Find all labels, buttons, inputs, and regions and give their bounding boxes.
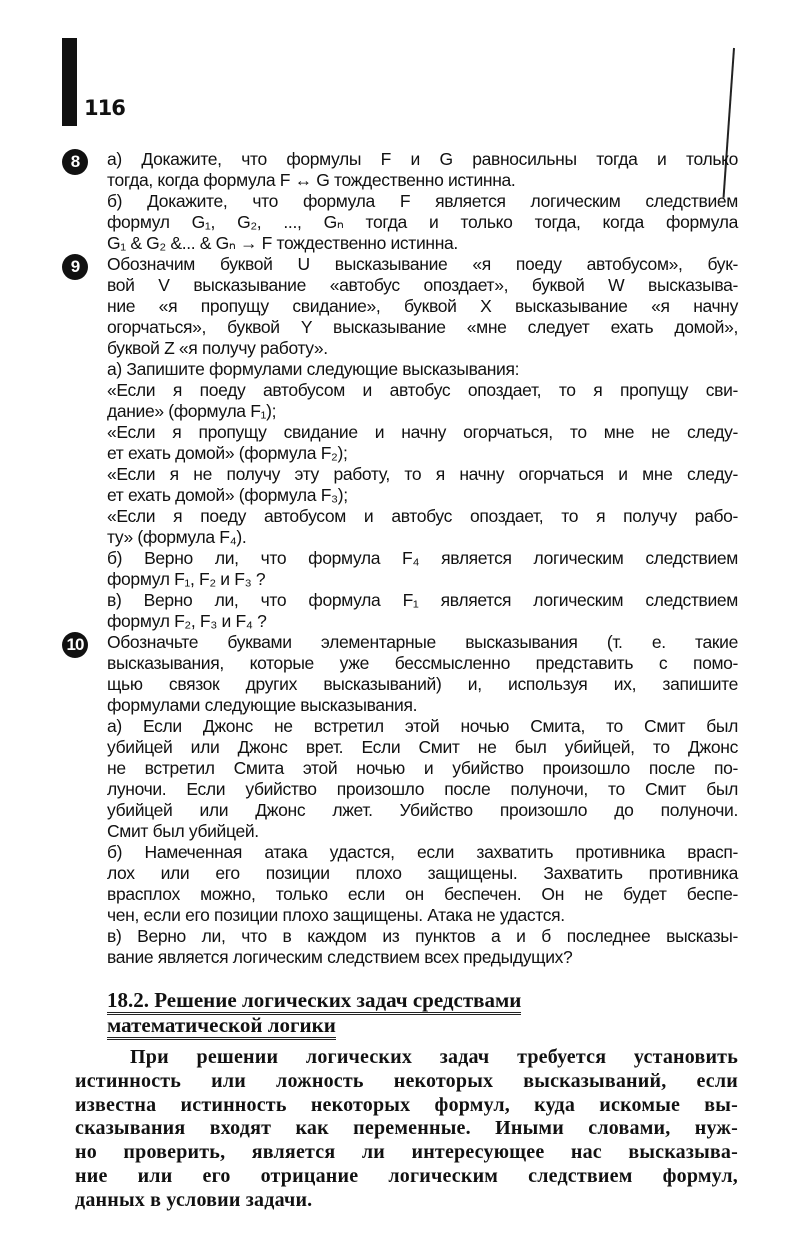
exercise-text-line: в) Верно ли, что формула F₁ является логическим следствием <box>107 590 738 610</box>
section-heading-line: математической логики <box>107 1013 336 1040</box>
exercise-text-line: ет ехать домой» (формула F₂); <box>107 443 348 463</box>
exercise-number-badge: 8 <box>62 149 88 175</box>
section-body-line: ние или его отрицание логическим следствием формул, <box>75 1165 738 1187</box>
exercise-text-line: чен, если его позиции плохо защищены. Атака не удастся. <box>107 905 565 925</box>
exercise-text-line: б) Намеченная атака удастся, если захватить противника врасп- <box>107 842 738 862</box>
section-heading-line: 18.2. Решение логических задач средствами <box>107 988 521 1015</box>
section-body-line: сказывания входят как переменные. Иными словами, нуж- <box>75 1117 738 1140</box>
exercise-text-line: врасплох можно, только если он беспечен. Он не будет беспе- <box>107 884 738 904</box>
exercise-text-line: вание является логическим следствием всех предыдущих? <box>107 947 573 967</box>
exercise-text-line: Обозначим буквой U высказывание «я поеду автобусом», бук- <box>107 254 738 274</box>
exercise-text-line: б) Докажите, что формула F является логическим следствием <box>107 191 738 211</box>
page-margin-bar <box>62 38 77 126</box>
exercise-text-line: формулами следующие высказывания. <box>107 695 418 715</box>
exercise-text-line: огорчаться», буквой Y высказывание «мне следует ехать домой», <box>107 317 738 337</box>
exercise-text-line: б) Верно ли, что формула F₄ является логическим следствием <box>107 548 738 568</box>
exercise-text-line: формул F₁, F₂ и F₃ ? <box>107 569 266 589</box>
exercise-text-line: «Если я пропущу свидание и начну огорчаться, то мне не следу- <box>107 422 738 442</box>
exercise-text-line: вой V высказывание «автобус опоздает», буквой W высказыва- <box>107 275 738 295</box>
exercise-text-line: «Если я поеду автобусом и автобус опоздает, то я пропущу сви- <box>107 380 738 400</box>
exercise-text-line: G₁ & G₂ &... & Gₙ → F тождественно истинна. <box>107 233 458 253</box>
exercise-text-line: тогда, когда формула F ↔ G тождественно истинна. <box>107 170 516 190</box>
exercise-text-line: а) Запишите формулами следующие высказывания: <box>107 359 520 379</box>
exercise-text-line: убийцей или Джонс врет. Если Смит не был убийцей, то Джонс <box>107 737 738 757</box>
section-body-line: истинность или ложность некоторых высказываний, если <box>75 1069 738 1092</box>
exercise-text-line: дание» (формула F₁); <box>107 401 277 421</box>
section-body-line: известна истинность некоторых формул, куда искомые вы- <box>75 1093 738 1116</box>
exercise-text-line: формул F₂, F₃ и F₄ ? <box>107 611 267 631</box>
exercise-text-line: Обозначьте буквами элементарные высказывания (т. е. такие <box>107 632 738 652</box>
exercise-text-line: не встретил Смита этой ночью и убийство произошло после по- <box>107 758 738 778</box>
exercise-text-line: щью связок других высказываний) и, используя их, запишите <box>107 674 738 694</box>
exercise-number-badge: 10 <box>62 632 88 658</box>
exercise-text-line: Смит был убийцей. <box>107 821 259 841</box>
exercise-text-line: ту» (формула F₄). <box>107 527 247 547</box>
section-body-line: При решении логических задач требуется установить <box>130 1046 738 1068</box>
exercise-number-badge: 9 <box>62 254 88 280</box>
exercise-text-line: а) Если Джонс не встретил этой ночью Смита, то Смит был <box>107 716 738 736</box>
exercise-text-line: формул G₁, G₂, ..., Gₙ тогда и только тогда, когда формула <box>107 212 738 232</box>
exercise-text-line: убийцей или Джонс лжет. Убийство произошло до полуночи. <box>107 800 738 820</box>
exercise-text-line: лох или его позиции плохо защищены. Захватить противника <box>107 863 738 883</box>
page-number: 116 <box>84 96 125 120</box>
exercise-text-line: «Если я поеду автобусом и автобус опоздает, то я получу рабо- <box>107 506 738 526</box>
section-body-line: данных в условии задачи. <box>75 1188 313 1211</box>
exercise-text-line: луночи. Если убийство произошло после полуночи, то Смит был <box>107 779 738 799</box>
exercise-text-line: высказывания, которые уже бессмысленно представить с помо- <box>107 653 738 673</box>
exercise-text-line: буквой Z «я получу работу». <box>107 338 328 358</box>
exercise-text-line: а) Докажите, что формулы F и G равносильны тогда и только <box>107 149 738 169</box>
section-body-line: но проверить, является ли интересующее нас высказыва- <box>75 1141 738 1164</box>
exercise-text-line: ет ехать домой» (формула F₃); <box>107 485 348 505</box>
exercise-text-line: ние «я пропущу свидание», буквой X высказывание «я начну <box>107 296 738 316</box>
exercise-text-line: «Если я не получу эту работу, то я начну огорчаться и мне следу- <box>107 464 738 484</box>
exercise-text-line: в) Верно ли, что в каждом из пунктов а и б последнее высказы- <box>107 926 738 946</box>
